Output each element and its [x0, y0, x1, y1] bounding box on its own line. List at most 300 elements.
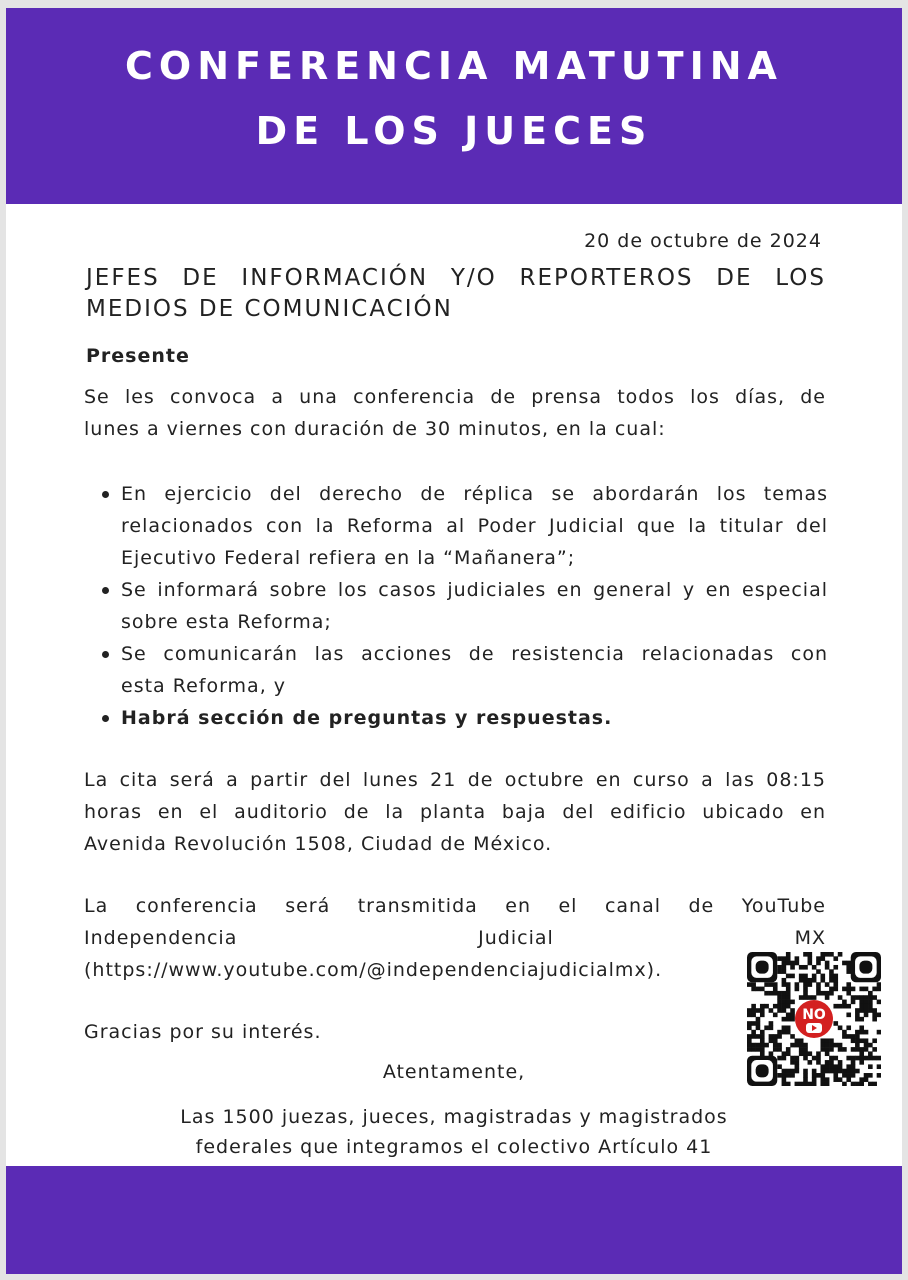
qr-module	[833, 956, 838, 961]
qr-module	[799, 1047, 804, 1052]
qr-module	[764, 1043, 769, 1048]
qr-module	[747, 1021, 752, 1026]
qr-module	[859, 1025, 864, 1030]
qr-module	[816, 982, 821, 987]
qr-module	[820, 952, 825, 957]
qr-module	[829, 1043, 834, 1048]
bullet-item	[102, 638, 828, 702]
qr-module	[786, 1017, 791, 1022]
qr-module	[838, 1043, 843, 1048]
qr-module	[851, 1038, 856, 1043]
qr-module	[786, 974, 791, 979]
signature-line-1: Las 1500 juezas, jueces, magistradas y magistrados	[180, 1106, 728, 1128]
qr-module	[786, 1013, 791, 1018]
qr-module	[833, 1021, 838, 1026]
qr-module	[769, 1034, 774, 1039]
qr-module	[855, 1056, 860, 1061]
qr-module	[820, 1038, 825, 1043]
qr-module	[751, 1030, 756, 1035]
qr-module	[838, 995, 843, 1000]
qr-module	[795, 987, 800, 992]
footer-banner	[6, 1166, 902, 1274]
qr-module	[859, 987, 864, 992]
qr-module	[846, 961, 851, 966]
qr-module	[872, 1013, 877, 1018]
qr-module	[786, 982, 791, 987]
qr-module	[760, 1030, 765, 1035]
qr-module	[799, 978, 804, 983]
qr-module	[825, 995, 830, 1000]
intro-line-2: lunes a viernes con duración de 30 minutos, en la cual:	[84, 418, 666, 440]
qr-module	[760, 1051, 765, 1056]
qr-module	[786, 995, 791, 1000]
qr-module	[877, 1056, 881, 1061]
qr-module	[846, 1056, 851, 1061]
qr-module	[786, 1030, 791, 1035]
qr-module	[825, 1047, 830, 1052]
qr-module	[773, 991, 778, 996]
qr-module	[833, 965, 838, 970]
qr-module	[825, 1043, 830, 1048]
qr-module	[864, 1030, 869, 1035]
qr-module	[816, 1051, 821, 1056]
qr-module	[829, 991, 834, 996]
qr-module	[751, 982, 756, 987]
qr-module	[795, 1038, 800, 1043]
qr-module	[859, 1038, 864, 1043]
qr-module	[760, 1043, 765, 1048]
qr-module	[769, 1038, 774, 1043]
qr-module	[786, 1047, 791, 1052]
qr-module	[877, 987, 881, 992]
qr-module	[829, 1056, 834, 1061]
qr-module	[812, 1056, 817, 1061]
qr-module	[747, 1008, 752, 1013]
qr-module	[864, 1038, 869, 1043]
qr-module	[747, 1034, 752, 1039]
qr-module	[777, 965, 782, 970]
qr-module	[833, 982, 838, 987]
qr-module	[846, 991, 851, 996]
qr-module	[790, 961, 795, 966]
qr-module	[782, 1030, 787, 1035]
appointment-line-3: Avenida Revolución 1508, Ciudad de México.	[84, 833, 553, 855]
qr-module	[868, 991, 873, 996]
qr-module	[816, 1056, 821, 1061]
qr-module	[782, 1004, 787, 1009]
qr-module	[838, 952, 843, 957]
qr-module	[842, 961, 847, 966]
qr-module	[782, 1056, 787, 1061]
qr-module	[855, 1043, 860, 1048]
qr-module	[782, 1025, 787, 1030]
qr-module	[773, 1043, 778, 1048]
qr-module	[864, 1013, 869, 1018]
qr-module	[803, 974, 808, 979]
closing-line: Atentamente,	[382, 1061, 526, 1083]
qr-module	[812, 965, 817, 970]
qr-module	[829, 969, 834, 974]
qr-module	[782, 1017, 787, 1022]
qr-module	[859, 1008, 864, 1013]
qr-module	[820, 978, 825, 983]
appointment-line-1: La cita será a partir del lunes 21 de octubre en curso a las 08:15	[84, 769, 826, 791]
bullet-text: En ejercicio del derecho de réplica se abordarán los temas	[121, 483, 828, 505]
qr-module	[829, 1047, 834, 1052]
qr-module	[773, 1013, 778, 1018]
qr-module	[833, 1004, 838, 1009]
qr-module	[764, 1025, 769, 1030]
qr-finder	[756, 961, 769, 974]
qr-module	[751, 1034, 756, 1039]
qr-module	[833, 974, 838, 979]
qr-module	[803, 995, 808, 1000]
qr-module	[812, 995, 817, 1000]
qr-module	[799, 1038, 804, 1043]
qr-module	[842, 1034, 847, 1039]
qr-module	[816, 987, 821, 992]
qr-module	[790, 1000, 795, 1005]
qr-module	[868, 1008, 873, 1013]
bullet-text: Habrá sección de preguntas y respuestas.	[121, 707, 613, 729]
broadcast-line-2	[84, 922, 826, 954]
qr-module	[795, 982, 800, 987]
qr-module	[782, 991, 787, 996]
qr-module	[803, 1043, 808, 1048]
qr-module	[864, 1056, 869, 1061]
qr-module	[764, 991, 769, 996]
qr-module	[773, 1038, 778, 1043]
qr-module	[825, 961, 830, 966]
qr-module	[855, 1047, 860, 1052]
qr-module	[747, 1013, 752, 1018]
qr-module	[868, 1051, 873, 1056]
qr-module	[782, 1051, 787, 1056]
bullet-dot	[102, 715, 109, 722]
qr-module	[756, 1043, 761, 1048]
qr-module	[790, 974, 795, 979]
qr-module	[769, 1008, 774, 1013]
qr-module	[760, 987, 765, 992]
qr-module	[872, 1008, 877, 1013]
qr-module	[842, 1047, 847, 1052]
qr-module	[842, 1000, 847, 1005]
qr-module	[751, 987, 756, 992]
qr-module	[872, 1038, 877, 1043]
qr-module	[851, 1056, 856, 1061]
qr-module	[764, 1004, 769, 1009]
qr-logo-text: NO	[802, 1007, 826, 1023]
qr-module	[786, 952, 791, 957]
qr-module	[877, 1030, 881, 1035]
qr-module	[872, 1047, 877, 1052]
qr-module	[786, 1000, 791, 1005]
thanks-line: Gracias por su interés.	[84, 1021, 322, 1043]
qr-module	[782, 961, 787, 966]
qr-module	[760, 1004, 765, 1009]
qr-module	[786, 987, 791, 992]
qr-module	[877, 1000, 881, 1005]
qr-module	[855, 995, 860, 1000]
qr-module	[803, 1056, 808, 1061]
qr-module	[777, 969, 782, 974]
qr-module	[842, 987, 847, 992]
qr-module	[786, 1051, 791, 1056]
qr-module	[803, 965, 808, 970]
title-line-1: CONFERENCIA MATUTINA	[125, 44, 783, 88]
qr-module	[812, 974, 817, 979]
qr-module	[825, 952, 830, 957]
qr-module	[872, 995, 877, 1000]
qr-module	[855, 1013, 860, 1018]
qr-module	[829, 1038, 834, 1043]
qr-module	[855, 1034, 860, 1039]
qr-module	[782, 1000, 787, 1005]
qr-module	[825, 1051, 830, 1056]
qr-module	[820, 956, 825, 961]
qr-module	[777, 1043, 782, 1048]
qr-module	[820, 1047, 825, 1052]
qr-module	[764, 982, 769, 987]
qr-module	[851, 987, 856, 992]
qr-module	[777, 1056, 782, 1061]
addressee-line-1: JEFES DE INFORMACIÓN Y/O REPORTEROS DE LOS	[86, 265, 826, 291]
qr-module	[769, 1025, 774, 1030]
qr-module	[872, 1056, 877, 1061]
qr-module	[795, 961, 800, 966]
qr-module	[756, 1021, 761, 1026]
qr-module	[799, 974, 804, 979]
qr-module	[838, 1004, 843, 1009]
qr-module	[790, 1056, 795, 1061]
channel-name-word: Judicial	[478, 927, 554, 949]
qr-module	[799, 965, 804, 970]
qr-module	[816, 969, 821, 974]
qr-module	[833, 1056, 838, 1061]
qr-module	[859, 1000, 864, 1005]
qr-module	[777, 1047, 782, 1052]
qr-module	[859, 1030, 864, 1035]
qr-module	[756, 1025, 761, 1030]
qr-module	[846, 1004, 851, 1009]
qr-module	[864, 1043, 869, 1048]
qr-module	[851, 1034, 856, 1039]
qr-module	[872, 1017, 877, 1022]
qr-module	[777, 1030, 782, 1035]
qr-module	[777, 1004, 782, 1009]
qr-module	[859, 1051, 864, 1056]
bullet-text: Ejecutivo Federal refiera en la “Mañanera”;	[121, 547, 576, 569]
qr-module	[777, 1034, 782, 1039]
qr-module	[829, 952, 834, 957]
qr-module	[747, 982, 752, 987]
qr-module	[773, 987, 778, 992]
qr-module	[864, 1008, 869, 1013]
qr-module	[846, 987, 851, 992]
qr-module	[756, 1008, 761, 1013]
title-line-2: DE LOS JUECES	[255, 109, 653, 153]
qr-module	[872, 987, 877, 992]
qr-module	[859, 995, 864, 1000]
qr-module	[846, 1034, 851, 1039]
qr-module	[868, 1043, 873, 1048]
bullet-text: Se informará sobre los casos judiciales en general y en especial	[121, 579, 828, 601]
qr-module	[782, 995, 787, 1000]
qr-module	[859, 1056, 864, 1061]
qr-module	[769, 1051, 774, 1056]
qr-module	[864, 1047, 869, 1052]
channel-name-word: MX	[794, 927, 826, 949]
bullet-list	[102, 478, 828, 734]
qr-module	[846, 965, 851, 970]
qr-module	[838, 1047, 843, 1052]
appointment-line-2: horas en el auditorio de la planta baja del edificio ubicado en	[84, 801, 826, 823]
qr-module	[855, 1017, 860, 1022]
qr-module	[829, 978, 834, 983]
qr-module	[808, 956, 813, 961]
qr-module	[751, 1047, 756, 1052]
qr-module	[812, 978, 817, 983]
letter-date: 20 de octubre de 2024	[584, 230, 822, 252]
qr-module	[833, 978, 838, 983]
qr-module	[786, 1025, 791, 1030]
qr-module	[808, 982, 813, 987]
qr-module	[808, 952, 813, 957]
qr-module	[756, 1034, 761, 1039]
qr-module	[859, 1004, 864, 1009]
qr-module	[877, 1013, 881, 1018]
qr-module	[751, 1043, 756, 1048]
qr-module	[786, 956, 791, 961]
qr-module	[808, 978, 813, 983]
qr-module	[786, 961, 791, 966]
qr-module	[747, 1025, 752, 1030]
qr-module	[864, 1004, 869, 1009]
qr-module	[855, 1030, 860, 1035]
qr-module	[777, 1008, 782, 1013]
salutation: Presente	[86, 345, 190, 367]
qr-module	[786, 991, 791, 996]
bullet-text: esta Reforma, y	[121, 675, 287, 697]
qr-module	[846, 1013, 851, 1018]
qr-module	[851, 995, 856, 1000]
qr-module	[803, 1047, 808, 1052]
qr-module	[855, 1038, 860, 1043]
bullet-text: relacionados con la Reforma al Poder Judicial que la titular del	[121, 515, 828, 537]
qr-module	[842, 1004, 847, 1009]
qr-module	[868, 1056, 873, 1061]
qr-module	[820, 991, 825, 996]
qr-module	[868, 1000, 873, 1005]
qr-module	[859, 1047, 864, 1052]
bullet-dot	[102, 587, 109, 594]
youtube-link[interactable]: (https://www.youtube.com/@independenciajudicialmx).	[84, 959, 663, 981]
qr-module	[825, 991, 830, 996]
qr-module	[803, 991, 808, 996]
qr-module	[816, 991, 821, 996]
qr-module	[829, 987, 834, 992]
qr-module	[790, 965, 795, 970]
qr-module	[782, 1008, 787, 1013]
intro-line-1: Se les convoca a una conferencia de prensa todos los días, de	[84, 386, 826, 408]
bullet-item	[102, 478, 828, 574]
qr-module	[808, 995, 813, 1000]
bullet-dot	[102, 491, 109, 498]
broadcast-line-1: La conferencia será transmitida en el canal de YouTube	[84, 895, 826, 917]
qr-module	[782, 969, 787, 974]
qr-module	[790, 1017, 795, 1022]
qr-module	[808, 961, 813, 966]
qr-module	[747, 1047, 752, 1052]
qr-module	[877, 982, 881, 987]
bullet-item	[102, 702, 828, 734]
qr-module	[825, 965, 830, 970]
qr-module	[846, 982, 851, 987]
bullet-item	[102, 574, 828, 638]
bullet-text: sobre esta Reforma;	[121, 611, 332, 633]
qr-module	[769, 982, 774, 987]
qr-module	[808, 1051, 813, 1056]
qr-module	[816, 961, 821, 966]
qr-module	[777, 995, 782, 1000]
qr-module	[829, 974, 834, 979]
bullet-dot	[102, 651, 109, 658]
qr-module	[760, 1034, 765, 1039]
qr-module	[751, 1013, 756, 1018]
qr-module	[803, 978, 808, 983]
qr-module	[751, 1004, 756, 1009]
qr-module	[769, 1021, 774, 1026]
qr-module	[773, 1047, 778, 1052]
qr-module	[777, 956, 782, 961]
qr-module	[795, 1043, 800, 1048]
qr-module	[846, 969, 851, 974]
qr-module	[747, 1038, 752, 1043]
document-page	[6, 8, 902, 1274]
qr-module	[799, 995, 804, 1000]
channel-name-word: Independencia	[84, 927, 238, 949]
qr-module	[782, 965, 787, 970]
qr-module	[820, 974, 825, 979]
qr-module	[842, 1030, 847, 1035]
qr-module	[795, 1056, 800, 1061]
qr-module	[838, 1025, 843, 1030]
qr-module	[782, 982, 787, 987]
qr-module	[790, 1008, 795, 1013]
header-banner	[6, 8, 902, 204]
addressee-line-2: MEDIOS DE COMUNICACIÓN	[86, 296, 453, 322]
qr-module	[760, 1008, 765, 1013]
qr-module	[799, 1051, 804, 1056]
qr-module	[851, 1047, 856, 1052]
qr-module	[816, 956, 821, 961]
qr-module	[786, 1004, 791, 1009]
qr-module	[751, 1008, 756, 1013]
qr-module	[756, 987, 761, 992]
qr-module	[795, 956, 800, 961]
qr-module	[859, 1017, 864, 1022]
qr-module	[790, 1013, 795, 1018]
qr-module	[868, 995, 873, 1000]
qr-module	[803, 1051, 808, 1056]
qr-module	[751, 1021, 756, 1026]
qr-module	[790, 1043, 795, 1048]
qr-module	[803, 952, 808, 957]
qr-module	[864, 987, 869, 992]
qr-module	[803, 982, 808, 987]
qr-module	[777, 991, 782, 996]
qr-module	[864, 1000, 869, 1005]
